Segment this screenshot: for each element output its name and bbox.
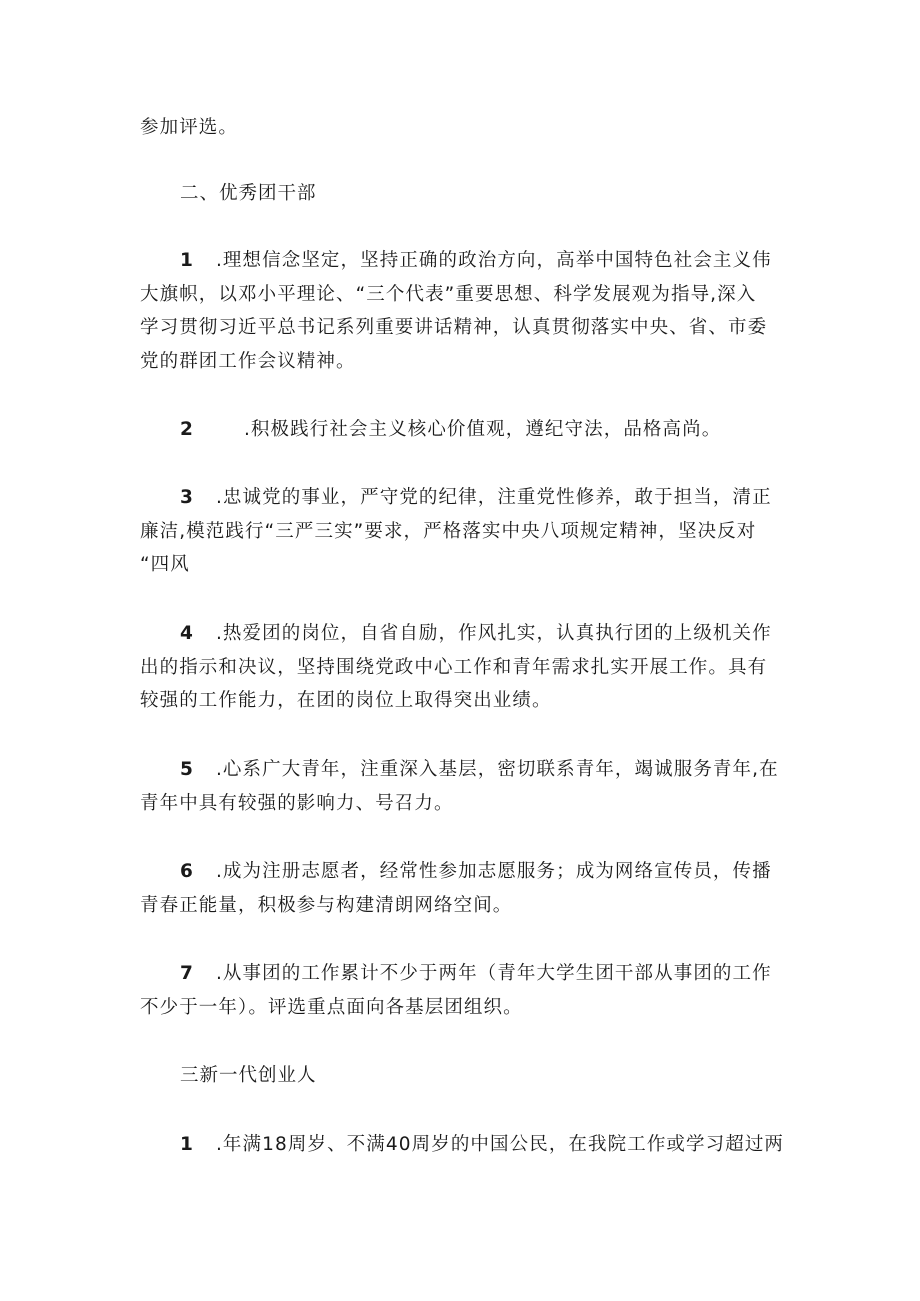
item-text: .从事团的工作累计不少于两年（青年大学生团干部从事团的工作 (215, 963, 772, 984)
item-first-line (180, 1133, 784, 1157)
lead-line: 参加评选。 (140, 117, 239, 138)
item-text-line: 大旗帜，以邓小平理论、“三个代表”重要思想、科学发展观为指导,深入 (140, 284, 757, 305)
item-first-line (180, 418, 721, 442)
item-first-line (180, 486, 772, 510)
item-text-line: 廉洁,模范践行“三严三实”要求，严格落实中央八项规定精神，坚决反对 (140, 521, 757, 542)
item-number: 4 (180, 623, 194, 644)
item-number: 1 (180, 250, 194, 271)
item-text: .理想信念坚定，坚持正确的政治方向，高举中国特色社会主义伟 (215, 250, 772, 271)
item-first-line (180, 249, 772, 273)
item-text-line: 较强的工作能力，在团的岗位上取得突出业绩。 (140, 690, 552, 711)
item-first-line (180, 622, 772, 646)
item-text-line: 不少于一年）。评选重点面向各基层团组织。 (140, 997, 523, 1018)
item-number: 6 (180, 861, 194, 882)
item-number: 1 (180, 1134, 194, 1155)
item-first-line (180, 860, 772, 884)
item-text-line: “四风 (140, 554, 190, 575)
item-text-line: 学习贯彻习近平总书记系列重要讲话精神，认真贯彻落实中央、省、市委 (140, 317, 768, 338)
item-text-line: 青年中具有较强的影响力、号召力。 (140, 793, 454, 814)
item-text: .积极践行社会主义核心价值观，遵纪守法，品格高尚。 (243, 419, 722, 440)
item-text: .心系广大青年，注重深入基层，密切联系青年，竭诚服务青年,在 (215, 759, 779, 780)
item-first-line (180, 962, 772, 986)
item-first-line (180, 758, 779, 782)
item-number: 3 (180, 487, 194, 508)
item-text: .年满18周岁、不满40周岁的中国公民，在我院工作或学习超过两 (215, 1134, 785, 1155)
section-heading-excellent-cadres: 二、优秀团干部 (180, 183, 317, 204)
item-number: 5 (180, 759, 194, 780)
item-number: 7 (180, 963, 194, 984)
item-text-line: 党的群团工作会议精神。 (140, 351, 356, 372)
section-heading-new-entrepreneurs: 三新一代创业人 (180, 1065, 317, 1086)
item-text: .成为注册志愿者，经常性参加志愿服务；成为网络宣传员，传播 (215, 861, 772, 882)
item-number: 2 (180, 419, 194, 440)
item-text: .忠诚党的事业，严守党的纪律，注重党性修养，敢于担当，清正 (215, 487, 772, 508)
item-text: .热爱团的岗位，自省自励，作风扎实，认真执行团的上级机关作 (215, 623, 772, 644)
item-text-line: 出的指示和决议，坚持围绕党政中心工作和青年需求扎实开展工作。具有 (140, 657, 768, 678)
item-text-line: 青春正能量，积极参与构建清朗网络空间。 (140, 895, 513, 916)
